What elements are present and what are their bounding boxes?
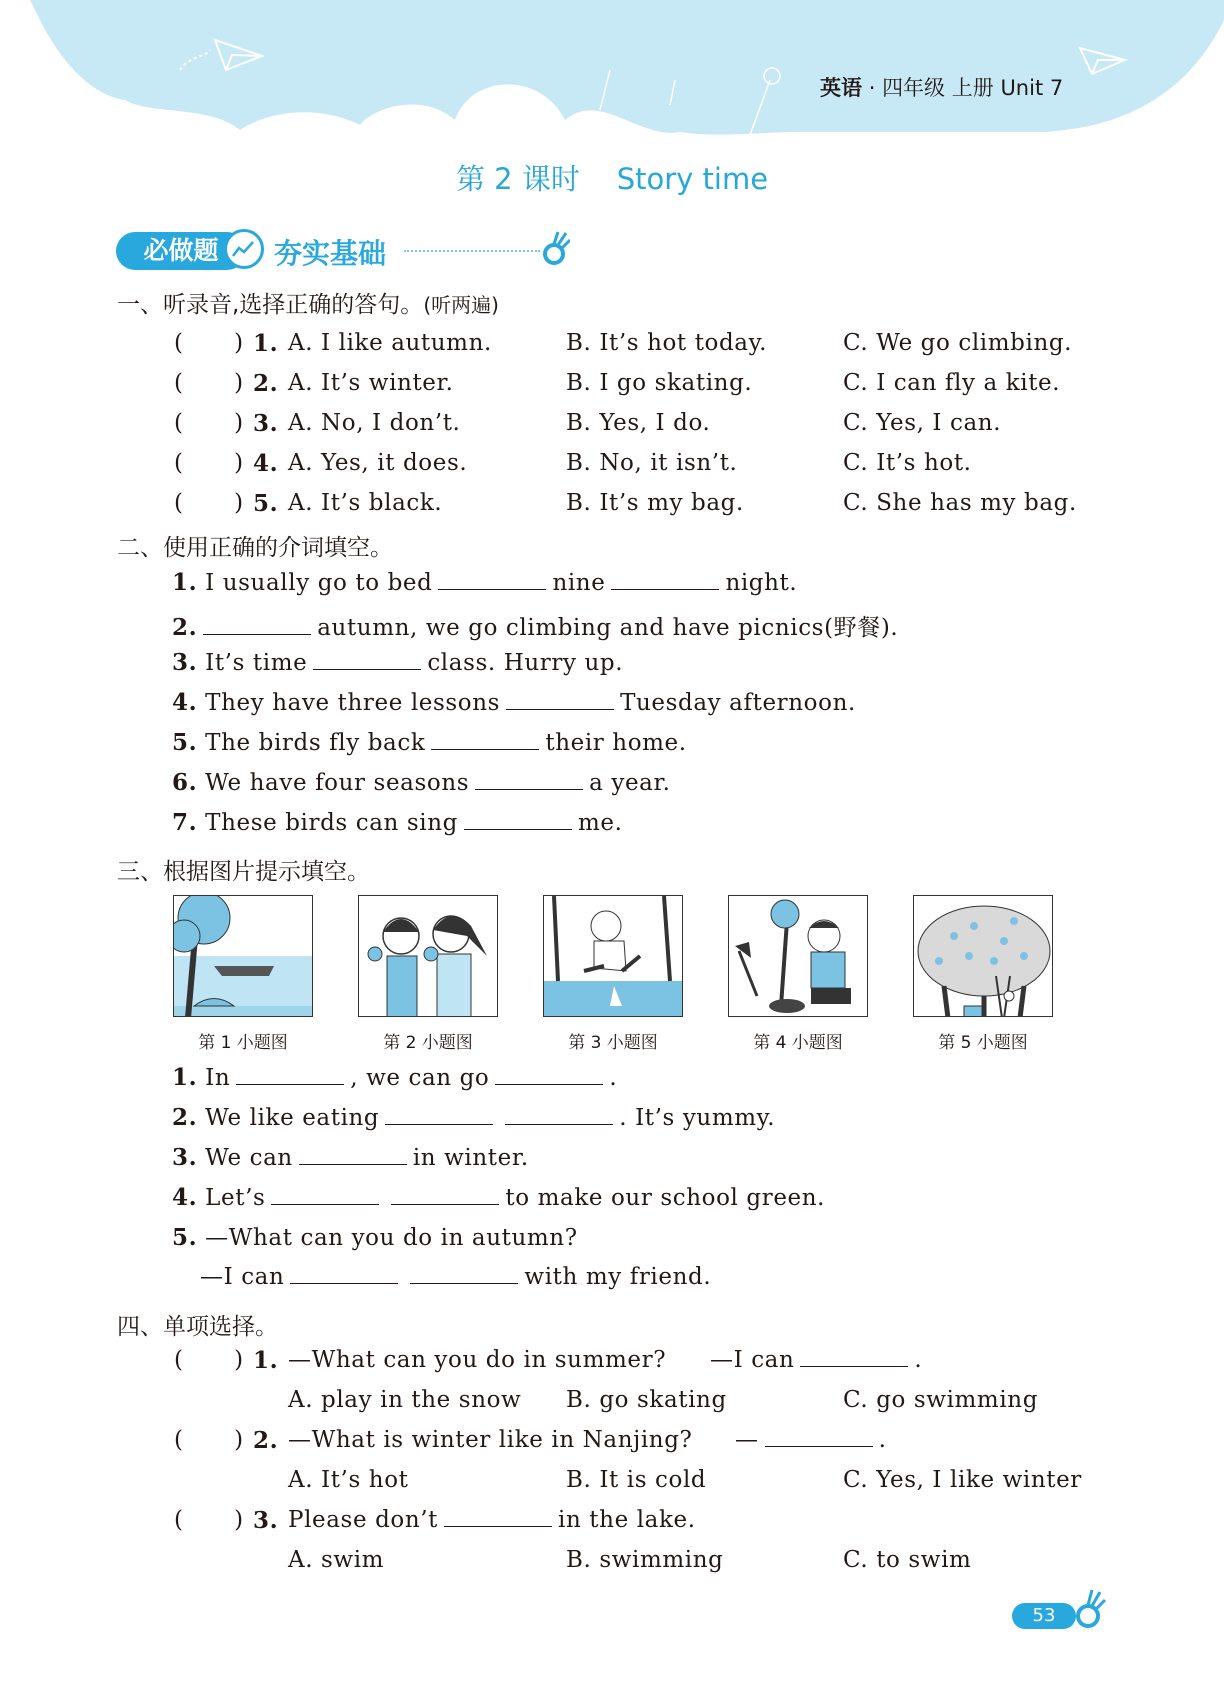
- item-text: Tuesday afternoon.: [620, 690, 856, 716]
- q-number: 3.: [253, 1507, 279, 1534]
- answer-paren[interactable]: ( ): [174, 1427, 244, 1453]
- fill-item: [172, 1184, 825, 1211]
- item-text: —: [735, 1427, 759, 1453]
- item-number: 3.: [172, 1144, 198, 1171]
- q-number: 2.: [253, 1427, 279, 1454]
- fill-item: [172, 729, 687, 756]
- section-divider: [404, 250, 540, 252]
- page-number: 53: [1012, 1603, 1076, 1629]
- brand-dot: ·: [868, 76, 876, 100]
- option-a: A. Yes, it does.: [288, 450, 468, 476]
- part1-heading: [117, 286, 499, 319]
- answer-paren[interactable]: ( ): [174, 410, 244, 436]
- item-text: Let’s: [205, 1185, 266, 1211]
- fill-item: [172, 1144, 529, 1171]
- fill-item: [172, 769, 670, 796]
- picture-picking-fruit: [913, 895, 1053, 1017]
- picture-caption: 第 3 小题图: [568, 1033, 658, 1053]
- answer-paren[interactable]: ( ): [174, 1507, 244, 1533]
- option-a: A. swim: [288, 1547, 385, 1573]
- option-b: B. I go skating.: [566, 370, 753, 396]
- option-b: B. It’s hot today.: [566, 330, 768, 356]
- blank[interactable]: [290, 1282, 398, 1284]
- option-b: B. It is cold: [566, 1467, 707, 1493]
- fill-item: [172, 649, 623, 676]
- q-number: 4.: [253, 450, 279, 477]
- item-text: , we can go: [350, 1065, 490, 1091]
- item-number: 2.: [172, 1104, 198, 1131]
- option-c: C. to swim: [843, 1547, 972, 1573]
- part2-heading: 二、使用正确的介词填空。: [117, 535, 393, 561]
- item-text: nine: [552, 570, 606, 596]
- fill-item: [172, 1064, 617, 1091]
- item-number: 1.: [172, 1064, 198, 1091]
- item-text: The birds fly back: [205, 730, 426, 756]
- ok-hand-icon: [1072, 1588, 1108, 1632]
- item-text: We can: [205, 1145, 293, 1171]
- option-b: B. No, it isn’t.: [566, 450, 738, 476]
- option-c: C. It’s hot.: [843, 450, 972, 476]
- answer-paren[interactable]: ( ): [174, 1347, 244, 1373]
- item-number: 2.: [172, 614, 198, 641]
- item-text: In: [205, 1065, 231, 1091]
- question-tail: [735, 1427, 887, 1453]
- q-number: 3.: [253, 410, 279, 437]
- item-text: They have three lessons: [205, 690, 501, 716]
- item-text: night.: [725, 570, 798, 596]
- picture-caption: 第 2 小题图: [383, 1033, 473, 1053]
- item-text: in the lake.: [558, 1507, 696, 1533]
- question-text: —What is winter like in Nanjing?: [288, 1427, 693, 1453]
- blank[interactable]: [391, 1203, 499, 1205]
- item-text: their home.: [545, 730, 687, 756]
- blank[interactable]: [410, 1282, 518, 1284]
- q-number: 1.: [253, 1347, 279, 1374]
- q-number: 2.: [253, 370, 279, 397]
- blank[interactable]: [385, 1123, 493, 1125]
- item-text: .: [609, 1065, 618, 1091]
- fill-item: [172, 609, 898, 642]
- item-text: .: [878, 1427, 887, 1453]
- option-c: C. Yes, I can.: [843, 410, 1002, 436]
- blank[interactable]: [765, 1445, 873, 1447]
- option-b: B. It’s my bag.: [566, 490, 744, 516]
- answer-paren[interactable]: ( ): [174, 370, 244, 396]
- fill-item: [172, 689, 856, 716]
- blank[interactable]: [431, 748, 539, 750]
- item-number: 6.: [172, 769, 198, 796]
- blank[interactable]: [464, 828, 572, 830]
- option-c: C. She has my bag.: [843, 490, 1077, 516]
- part3-heading: 三、根据图片提示填空。: [117, 859, 370, 885]
- item-text: . It’s yummy.: [619, 1105, 776, 1131]
- option-c: C. I can fly a kite.: [843, 370, 1061, 396]
- question-text: [288, 1507, 696, 1533]
- q-number: 1.: [253, 330, 279, 357]
- header-cloud-banner: [0, 0, 1224, 140]
- item-text: autumn, we go climbing and have picnics(野餐).: [317, 615, 899, 641]
- answer-paren[interactable]: ( ): [174, 490, 244, 516]
- item-number: 1.: [172, 569, 198, 596]
- item-text: in winter.: [412, 1145, 529, 1171]
- item-text: It’s time: [205, 650, 308, 676]
- item-text: class. Hurry up.: [427, 650, 624, 676]
- item-text: We have four seasons: [205, 770, 470, 796]
- q-number: 5.: [253, 490, 279, 517]
- ok-hand-icon: [540, 230, 570, 268]
- item-text: —What can you do in autumn?: [205, 1225, 578, 1251]
- item-text: me.: [577, 810, 623, 836]
- fill-item: [172, 1104, 775, 1131]
- picture-lake-boat: [173, 895, 313, 1017]
- item-text: .: [914, 1347, 923, 1373]
- part1-note: (听两遍): [423, 293, 499, 317]
- option-c: C. We go climbing.: [843, 330, 1073, 356]
- item-text: I usually go to bed: [205, 570, 433, 596]
- option-a: A. play in the snow: [288, 1387, 522, 1413]
- answer-paren[interactable]: ( ): [174, 450, 244, 476]
- option-b: B. swimming: [566, 1547, 724, 1573]
- item-number: 4.: [172, 689, 198, 716]
- picture-caption: 第 5 小题图: [938, 1033, 1028, 1053]
- item-text: We like eating: [205, 1105, 380, 1131]
- picture-caption: 第 4 小题图: [753, 1033, 843, 1053]
- item-text: —I can: [710, 1347, 795, 1373]
- blank[interactable]: [271, 1203, 379, 1205]
- item-text: with my friend.: [524, 1264, 712, 1290]
- item-text: These birds can sing: [205, 810, 458, 836]
- item-number: 7.: [172, 809, 198, 836]
- brand-subject: 英语: [820, 76, 862, 100]
- option-a: A. No, I don’t.: [288, 410, 461, 436]
- blank[interactable]: [438, 588, 546, 590]
- fill-item: [172, 809, 623, 836]
- blank[interactable]: [203, 633, 311, 635]
- blank[interactable]: [236, 1083, 344, 1085]
- blank[interactable]: [800, 1365, 908, 1367]
- option-a: A. I like autumn.: [288, 330, 492, 356]
- part1-heading-text: 一、听录音,选择正确的答句。: [117, 292, 424, 318]
- blank[interactable]: [475, 788, 583, 790]
- picture-skating: [543, 895, 683, 1017]
- picture-planting-tree: [728, 895, 868, 1017]
- option-b: B. go skating: [566, 1387, 727, 1413]
- item-text: —I can: [200, 1264, 285, 1290]
- blank[interactable]: [611, 588, 719, 590]
- fill-item: [200, 1264, 711, 1290]
- option-b: B. Yes, I do.: [566, 410, 711, 436]
- item-text: a year.: [589, 770, 671, 796]
- item-text: Please don’t: [288, 1507, 439, 1533]
- option-a: A. It’s winter.: [288, 370, 454, 396]
- trend-line-icon: [224, 229, 264, 269]
- book-brand: [820, 72, 1063, 102]
- answer-paren[interactable]: ( ): [174, 330, 244, 356]
- lesson-title: 第 2 课时 Story time: [455, 162, 769, 196]
- item-number: 5.: [172, 1224, 198, 1251]
- blank[interactable]: [299, 1163, 407, 1165]
- item-number: 3.: [172, 649, 198, 676]
- brand-unit: Unit 7: [1000, 76, 1064, 100]
- picture-caption: 第 1 小题图: [198, 1033, 288, 1053]
- item-number: 5.: [172, 729, 198, 756]
- blank[interactable]: [505, 1123, 613, 1125]
- blank[interactable]: [495, 1083, 603, 1085]
- option-c: C. go swimming: [843, 1387, 1039, 1413]
- part4-heading: 四、单项选择。: [117, 1314, 278, 1340]
- question-text: —What can you do in summer?: [288, 1347, 667, 1373]
- item-text: to make our school green.: [505, 1185, 826, 1211]
- blank[interactable]: [444, 1525, 552, 1527]
- question-tail: [710, 1347, 922, 1373]
- section-title: 夯实基础: [274, 237, 387, 270]
- fill-item: [172, 569, 797, 596]
- blank[interactable]: [506, 708, 614, 710]
- item-number: 4.: [172, 1184, 198, 1211]
- blank[interactable]: [313, 668, 421, 670]
- picture-girls-ice-cream: [358, 895, 498, 1017]
- brand-grade: 四年级 上册: [882, 76, 994, 100]
- option-a: A. It’s black.: [288, 490, 443, 516]
- option-a: A. It’s hot: [288, 1467, 409, 1493]
- section-badge: 必做题: [116, 232, 246, 270]
- option-c: C. Yes, I like winter: [843, 1467, 1082, 1493]
- fill-item: [172, 1224, 578, 1251]
